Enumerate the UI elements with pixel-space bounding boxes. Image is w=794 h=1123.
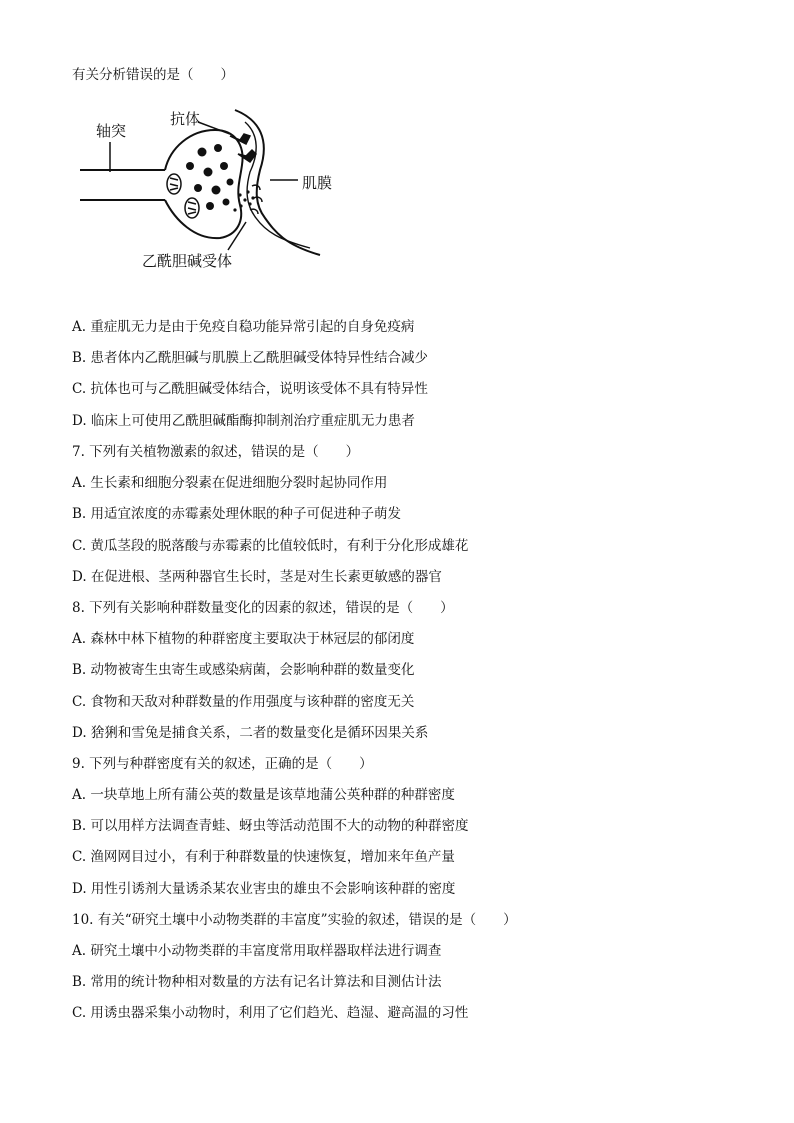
q10-option-c: C. 用诱虫器采集小动物时，利用了它们趋光、趋湿、避高温的习性 xyxy=(72,1005,469,1021)
q9-option-d: D. 用性引诱剂大量诱杀某农业害虫的雄虫不会影响该种群的密度 xyxy=(72,881,456,897)
q8-option-b: B. 动物被寄生虫寄生或感染病菌，会影响种群的数量变化 xyxy=(72,662,415,678)
q9-option-c: C. 渔网网目过小，有利于种群数量的快速恢复，增加来年鱼产量 xyxy=(72,849,455,865)
antibodies xyxy=(230,134,256,162)
q9-stem: 9. 下列与种群密度有关的叙述，正确的是（ ） xyxy=(72,756,373,772)
q9-option-a: A. 一块草地上所有蒲公英的数量是该草地蒲公英种群的种群密度 xyxy=(72,787,455,803)
q9-option-b: B. 可以用样方法调查青蛙、蚜虫等活动范围不大的动物的种群密度 xyxy=(72,818,469,834)
q6-option-d: D. 临床上可使用乙酰胆碱酯酶抑制剂治疗重症肌无力患者 xyxy=(72,413,415,429)
q10-option-a: A. 研究土壤中小动物类群的丰富度常用取样器取样法进行调查 xyxy=(72,943,442,959)
q7-option-a: A. 生长素和细胞分裂素在促进细胞分裂时起协同作用 xyxy=(72,475,388,491)
q6-option-b: B. 患者体内乙酰胆碱与肌膜上乙酰胆碱受体特异性结合减少 xyxy=(72,350,429,366)
transmitter-dots xyxy=(233,190,254,211)
q7-option-d: D. 在促进根、茎两种器官生长时，茎是对生长素更敏感的器官 xyxy=(72,569,442,585)
q6-option-a: A. 重症肌无力是由于免疫自稳功能异常引起的自身免疫病 xyxy=(72,319,415,335)
membrane-label: 肌膜 xyxy=(302,174,333,192)
q7-stem: 7. 下列有关植物激素的叙述，错误的是（ ） xyxy=(72,444,360,460)
antibody-label: 抗体 xyxy=(170,110,201,128)
vesicles xyxy=(186,144,234,210)
q10-option-b: B. 常用的统计物种相对数量的方法有记名计算法和目测估计法 xyxy=(72,974,442,990)
q8-option-a: A. 森林中林下植物的种群密度主要取决于林冠层的郁闭度 xyxy=(72,631,415,647)
axon-label: 轴突 xyxy=(96,122,127,140)
q8-stem: 8. 下列有关影响种群数量变化的因素的叙述，错误的是（ ） xyxy=(72,600,454,616)
question-intro: 有关分析错误的是（ ） xyxy=(72,67,234,83)
q8-option-c: C. 食物和天敌对种群数量的作用强度与该种群的密度无关 xyxy=(72,694,415,710)
q8-option-d: D. 猞猁和雪兔是捕食关系，二者的数量变化是循环因果关系 xyxy=(72,725,429,741)
q7-option-c: C. 黄瓜茎段的脱落酸与赤霉素的比值较低时，有利于分化形成雄花 xyxy=(72,538,469,554)
q7-option-b: B. 用适宜浓度的赤霉素处理休眠的种子可促进种子萌发 xyxy=(72,506,402,522)
q10-stem: 10. 有关“研究土壤中小动物类群的丰富度”实验的叙述，错误的是（ ） xyxy=(72,912,517,928)
receptor-label: 乙酰胆碱受体 xyxy=(142,252,233,270)
q6-option-c: C. 抗体也可与乙酰胆碱受体结合，说明该受体不具有特异性 xyxy=(72,381,428,397)
